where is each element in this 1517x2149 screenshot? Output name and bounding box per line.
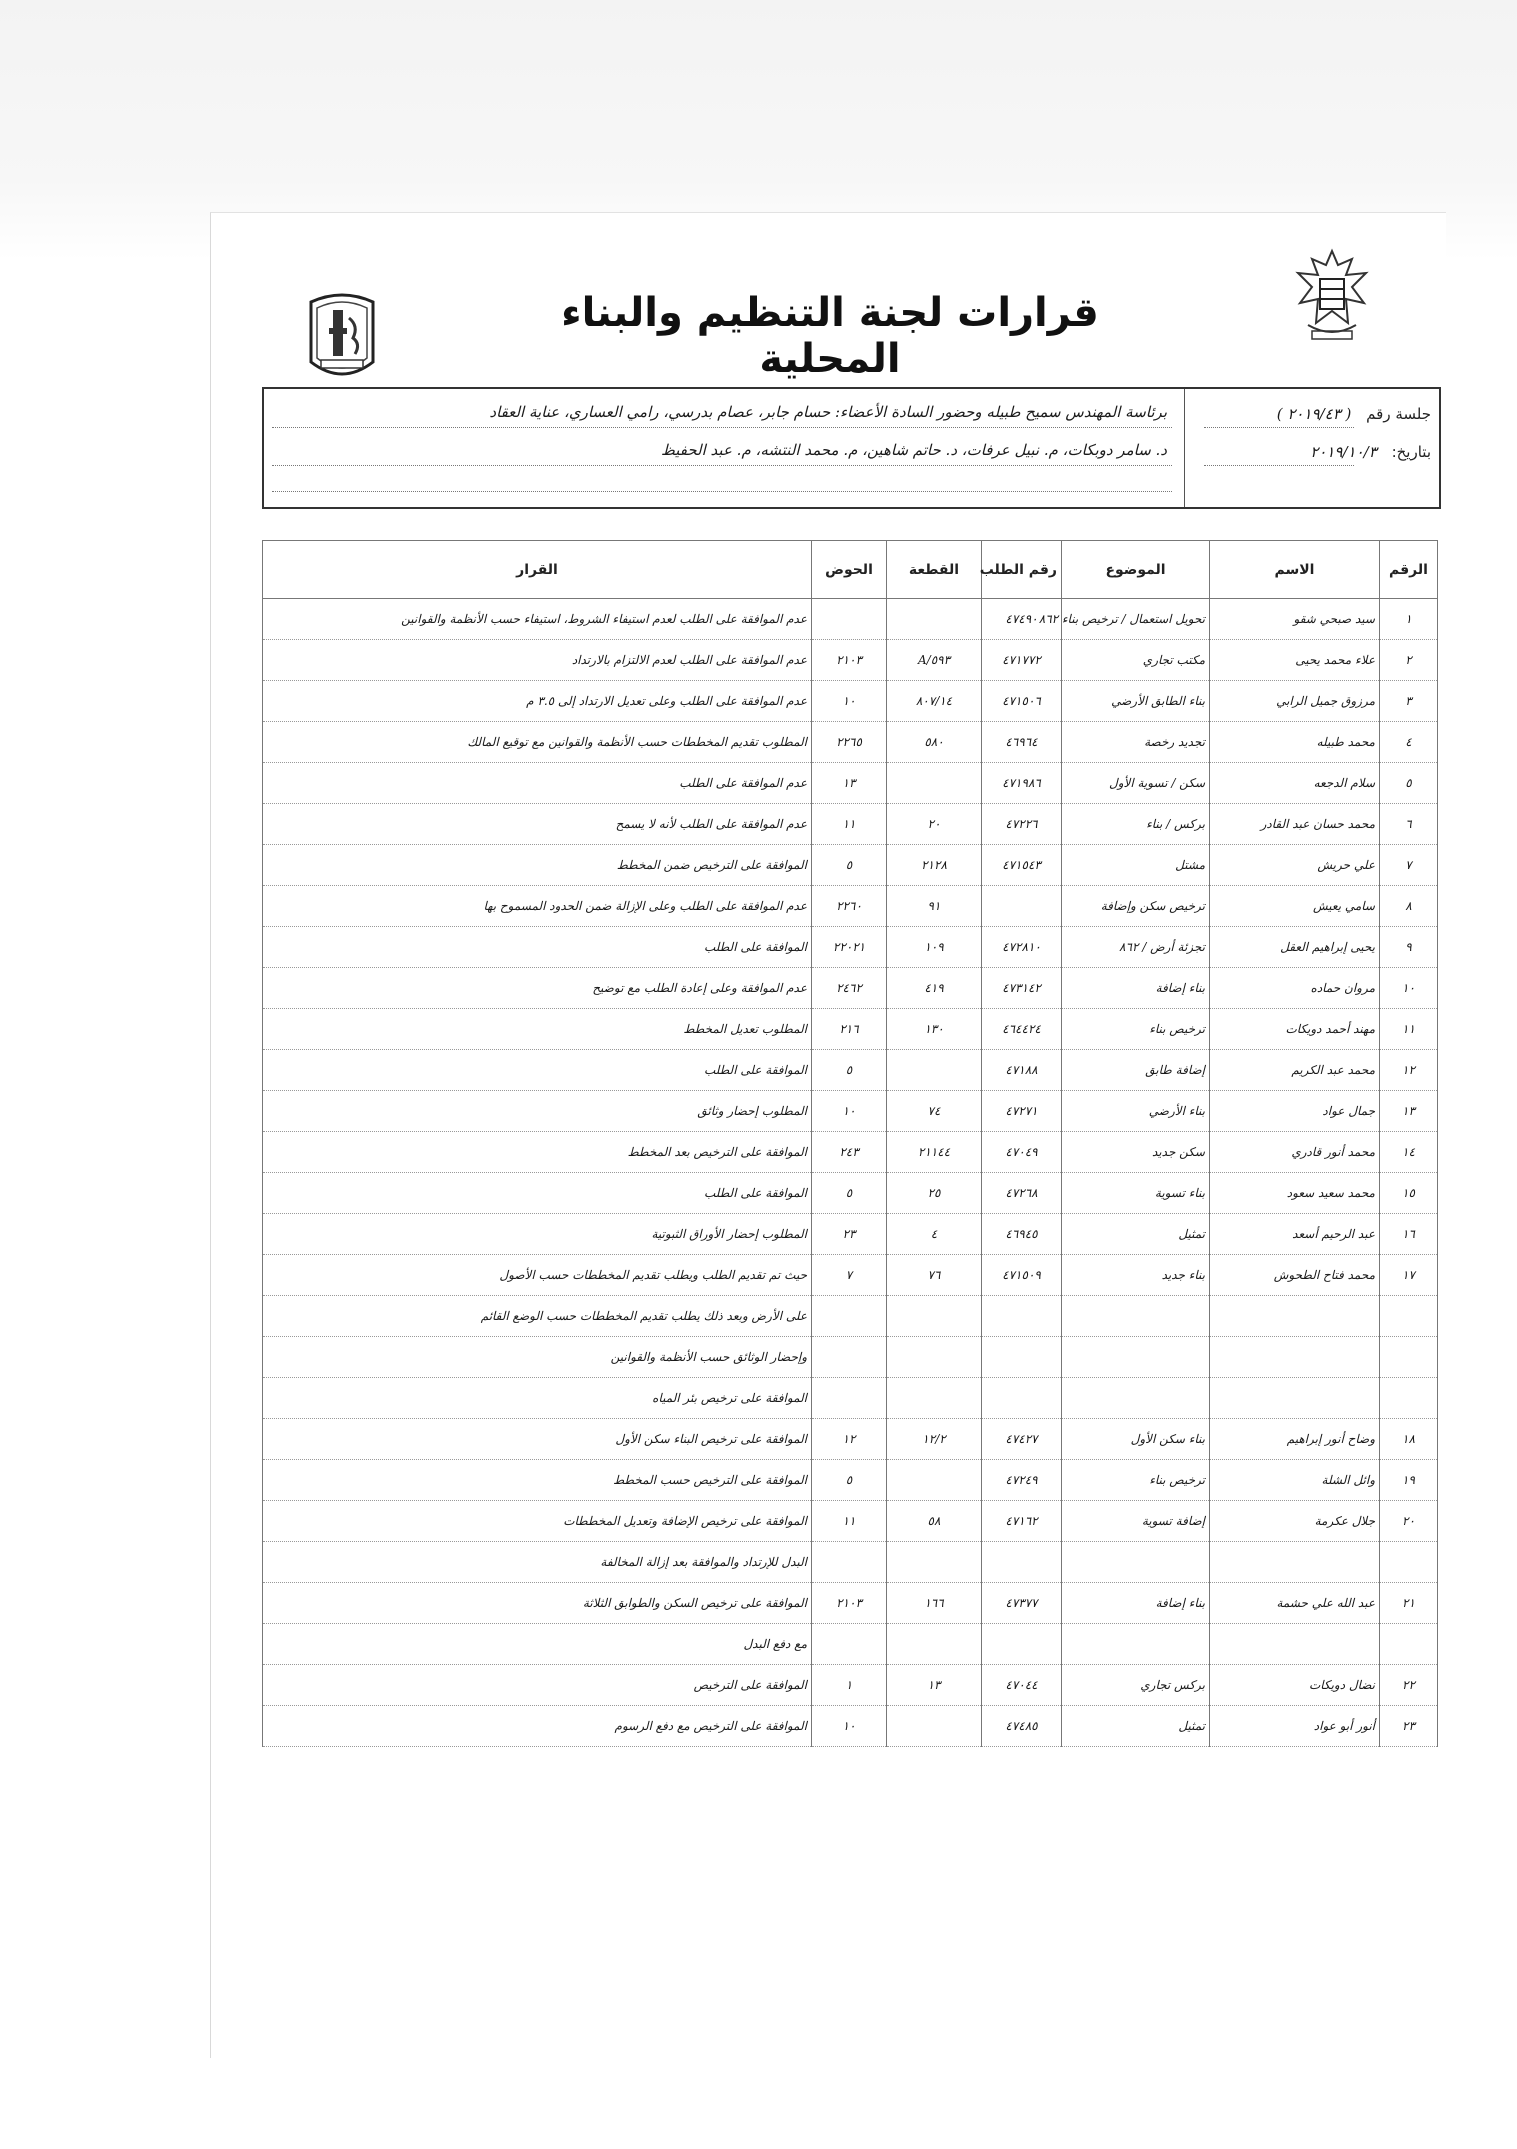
applicant-name: مرزوق جميل الرابي (1210, 681, 1380, 722)
applicant-name: محمد طبيله (1210, 722, 1380, 763)
applicant-name: مهند أحمد دويكات (1210, 1009, 1380, 1050)
basin-number: ٢٣ (812, 1214, 887, 1255)
table-row (263, 927, 1438, 968)
table-row (263, 1255, 1438, 1296)
row-number: ٦ (1380, 804, 1438, 845)
municipality-seal-icon (305, 288, 379, 386)
applicant-name: محمد عبد الكريم (1210, 1050, 1380, 1091)
basin-number: ١١ (812, 1501, 887, 1542)
plot-number: ١٦٦ (887, 1583, 982, 1624)
applicant-name: وضاح أنور إبراهيم (1210, 1419, 1380, 1460)
table-row (263, 1419, 1438, 1460)
table-row (263, 1706, 1438, 1747)
applicant-name: محمد سعيد سعود (1210, 1173, 1380, 1214)
request-subject: ترخيص بناء (1062, 1009, 1210, 1050)
row-number: ٣ (1380, 681, 1438, 722)
table-row (263, 1173, 1438, 1214)
column-header-plot: القطعة (887, 541, 982, 599)
request-number (982, 1296, 1062, 1337)
plot-number: ١٠٩ (887, 927, 982, 968)
plot-number (887, 1296, 982, 1337)
decision-text: الموافقة على الطلب (263, 927, 812, 968)
plot-number: ١٣ (887, 1665, 982, 1706)
row-number: ١١ (1380, 1009, 1438, 1050)
decision-text: عدم الموافقة على الطلب لعدم الالتزام بالارتداد (263, 640, 812, 681)
request-subject (1062, 1296, 1210, 1337)
palestine-emblem-icon (1290, 245, 1374, 349)
date-label: بتاريخ: (1391, 443, 1431, 461)
applicant-name: يحيى إبراهيم العقل (1210, 927, 1380, 968)
row-number (1380, 1337, 1438, 1378)
column-header-name: الاسم (1210, 541, 1380, 599)
request-number: ٤٧٠٤٩ (982, 1132, 1062, 1173)
applicant-name: أنور أبو عواد (1210, 1706, 1380, 1747)
applicant-name (1210, 1296, 1380, 1337)
decision-text: عدم الموافقة على الطلب وعلى الإزالة ضمن الحدود المسموح بها (263, 886, 812, 927)
row-number: ٢١ (1380, 1583, 1438, 1624)
basin-number: ٥ (812, 845, 887, 886)
request-subject: بناء الطابق الأرضي (1062, 681, 1210, 722)
basin-number (812, 1378, 887, 1419)
decision-text: عدم الموافقة على الطلب وعلى تعديل الارتداد إلى ٣.٥ م (263, 681, 812, 722)
row-number: ١ (1380, 599, 1438, 640)
applicant-name: علي حريش (1210, 845, 1380, 886)
plot-number: ٨٠٧/١٤ (887, 681, 982, 722)
request-subject: بناء جديد (1062, 1255, 1210, 1296)
plot-number: ٤١٩ (887, 968, 982, 1009)
table-body (263, 599, 1438, 1747)
plot-number: ٧٤ (887, 1091, 982, 1132)
header-divider (1184, 389, 1185, 507)
decision-text: الموافقة على الترخيص مع دفع الرسوم (263, 1706, 812, 1747)
applicant-name: عبد الرحيم أسعد (1210, 1214, 1380, 1255)
request-subject: بناء إضافة (1062, 1583, 1210, 1624)
request-subject: بناء تسوية (1062, 1173, 1210, 1214)
request-subject: تمثيل (1062, 1214, 1210, 1255)
decision-text: عدم الموافقة على الطلب لعدم استيفاء الشروط، استيفاء حسب الأنظمة والقوانين (263, 599, 812, 640)
decision-text: المطلوب تقديم المخططات حسب الأنظمة والقوانين مع توقيع المالك (263, 722, 812, 763)
table-row (263, 640, 1438, 681)
row-number: ١٢ (1380, 1050, 1438, 1091)
decision-text: عدم الموافقة على الطلب لأنه لا يسمح (263, 804, 812, 845)
decision-text: عدم الموافقة وعلى إعادة الطلب مع توضيح (263, 968, 812, 1009)
plot-number (887, 1706, 982, 1747)
session-value: ( ٢٠١٩/٤٣ ) (1276, 405, 1352, 423)
plot-number: ٥٨ (887, 1501, 982, 1542)
basin-number: ٧ (812, 1255, 887, 1296)
column-header-decision: القرار (263, 541, 812, 599)
column-header-no: الرقم (1380, 541, 1438, 599)
decision-text: عدم الموافقة على الطلب (263, 763, 812, 804)
basin-number: ١٠ (812, 681, 887, 722)
row-number (1380, 1378, 1438, 1419)
decisions-table (262, 540, 1438, 1747)
decision-text: الموافقة على الترخيص ضمن المخطط (263, 845, 812, 886)
dotted-rule (1204, 465, 1354, 466)
basin-number: ٥ (812, 1173, 887, 1214)
request-number: ٤٧٤٢٧ (982, 1419, 1062, 1460)
applicant-name: نضال دويكات (1210, 1665, 1380, 1706)
row-number: ٢٢ (1380, 1665, 1438, 1706)
request-number (982, 1337, 1062, 1378)
decision-text: وإحضار الوثائق حسب الأنظمة والقوانين (263, 1337, 812, 1378)
request-number: ٤٧٣١٤٢ (982, 968, 1062, 1009)
decision-text: المطلوب تعديل المخطط (263, 1009, 812, 1050)
table-row (263, 1296, 1438, 1337)
row-number: ٥ (1380, 763, 1438, 804)
basin-number: ٢٢٦٠ (812, 886, 887, 927)
applicant-name: سامي يعيش (1210, 886, 1380, 927)
basin-number (812, 1624, 887, 1665)
plot-number: ٤ (887, 1214, 982, 1255)
basin-number: ١١ (812, 804, 887, 845)
row-number: ١٩ (1380, 1460, 1438, 1501)
plot-number: ٥٨٠ (887, 722, 982, 763)
request-subject (1062, 1624, 1210, 1665)
request-subject (1062, 1337, 1210, 1378)
table-row (263, 845, 1438, 886)
basin-number: ١٠ (812, 1706, 887, 1747)
request-number: ٤٧٢٦٨ (982, 1173, 1062, 1214)
session-label: جلسة رقم (1366, 405, 1431, 423)
table-header-row (263, 541, 1438, 599)
table-row (263, 1460, 1438, 1501)
table-row (263, 722, 1438, 763)
request-number: ٤٧١٩٨٦ (982, 763, 1062, 804)
row-number (1380, 1296, 1438, 1337)
column-header-basin: الحوض (812, 541, 887, 599)
request-number: ٤٦٩٦٤ (982, 722, 1062, 763)
table-row (263, 1050, 1438, 1091)
request-number: ٤٦٤٤٢٤ (982, 1009, 1062, 1050)
request-number: ٤٧٠٤٤ (982, 1665, 1062, 1706)
applicant-name (1210, 1624, 1380, 1665)
row-number: ٧ (1380, 845, 1438, 886)
request-subject: بناء سكن الأول (1062, 1419, 1210, 1460)
basin-number: ٢١٠٣ (812, 1583, 887, 1624)
row-number: ٤ (1380, 722, 1438, 763)
attendees-line-1: برئاسة المهندس سميح طبيله وحضور السادة الأعضاء: حسام جابر، عصام بدرسي، رامي العساري، عناية العقاد (489, 403, 1167, 421)
decision-text: مع دفع البدل (263, 1624, 812, 1665)
applicant-name: سيد صبحي شقو (1210, 599, 1380, 640)
basin-number: ٢٢٠٢١ (812, 927, 887, 968)
table-row (263, 1337, 1438, 1378)
table-row (263, 968, 1438, 1009)
request-number: ٤٧١٧٧٢ (982, 640, 1062, 681)
applicant-name (1210, 1337, 1380, 1378)
row-number: ١٤ (1380, 1132, 1438, 1173)
basin-number (812, 599, 887, 640)
basin-number (812, 1542, 887, 1583)
column-header-subject: الموضوع (1062, 541, 1210, 599)
table-row (263, 886, 1438, 927)
plot-number (887, 1050, 982, 1091)
decision-text: المطلوب إحضار الأوراق الثبوتية (263, 1214, 812, 1255)
applicant-name: محمد حسان عبد القادر (1210, 804, 1380, 845)
row-number: ٩ (1380, 927, 1438, 968)
plot-number (887, 1337, 982, 1378)
request-number: ٤٧٢٧١ (982, 1091, 1062, 1132)
plot-number: ٢٠ (887, 804, 982, 845)
decision-text: الموافقة على الترخيص بعد المخطط (263, 1132, 812, 1173)
row-number: ١٥ (1380, 1173, 1438, 1214)
request-number (982, 1378, 1062, 1419)
basin-number (812, 1337, 887, 1378)
plot-number: ١٣٠ (887, 1009, 982, 1050)
decision-text: حيث تم تقديم الطلب ويطلب تقديم المخططات حسب الأصول (263, 1255, 812, 1296)
request-subject: تجزئة أرض / ٨٦٢ (1062, 927, 1210, 968)
row-number: ٨ (1380, 886, 1438, 927)
decision-text: الموافقة على الطلب (263, 1050, 812, 1091)
request-number: ٤٧٢٤٩ (982, 1460, 1062, 1501)
plot-number (887, 599, 982, 640)
basin-number: ٥ (812, 1050, 887, 1091)
request-subject: ترخيص سكن وإضافة (1062, 886, 1210, 927)
request-number: ٤٧١٨٨ (982, 1050, 1062, 1091)
table-row (263, 1665, 1438, 1706)
plot-number (887, 1460, 982, 1501)
decision-text: الموافقة على ترخيص بئر المياه (263, 1378, 812, 1419)
row-number: ١٨ (1380, 1419, 1438, 1460)
request-number: ٤٦٩٤٥ (982, 1214, 1062, 1255)
request-number: ٤٧٣٧٧ (982, 1583, 1062, 1624)
request-number: ٤٧١٥٠٩ (982, 1255, 1062, 1296)
basin-number: ١ (812, 1665, 887, 1706)
applicant-name: وائل الشلة (1210, 1460, 1380, 1501)
basin-number: ١٣ (812, 763, 887, 804)
request-number: ٤٧١٥٤٣ (982, 845, 1062, 886)
dotted-rule (272, 465, 1172, 466)
request-number (982, 1542, 1062, 1583)
applicant-name: مروان حماده (1210, 968, 1380, 1009)
request-subject (1062, 1378, 1210, 1419)
request-subject: مشتل (1062, 845, 1210, 886)
request-subject: تجديد رخصة (1062, 722, 1210, 763)
request-subject: ترخيص بناء (1062, 1460, 1210, 1501)
table-row (263, 1583, 1438, 1624)
basin-number: ١٠ (812, 1091, 887, 1132)
row-number (1380, 1624, 1438, 1665)
session-number-field (1191, 405, 1431, 423)
request-subject: سكن / تسوية الأول (1062, 763, 1210, 804)
request-number: ٤٧٢٢٦ (982, 804, 1062, 845)
decision-text: المطلوب إحضار وثائق (263, 1091, 812, 1132)
request-subject: بناء الأرضي (1062, 1091, 1210, 1132)
plot-number (887, 1624, 982, 1665)
request-number: ٤٧٤٨٥ (982, 1706, 1062, 1747)
row-number: ١٣ (1380, 1091, 1438, 1132)
decision-text: الموافقة على ترخيص البناء سكن الأول (263, 1419, 812, 1460)
table-row (263, 1132, 1438, 1173)
applicant-name: محمد فتاح الطحوش (1210, 1255, 1380, 1296)
decision-text: على الأرض وبعد ذلك يطلب تقديم المخططات حسب الوضع القائم (263, 1296, 812, 1337)
request-subject (1062, 1542, 1210, 1583)
basin-number: ٢٢٦٥ (812, 722, 887, 763)
basin-number: ١٢ (812, 1419, 887, 1460)
table-row (263, 1542, 1438, 1583)
table-row (263, 1501, 1438, 1542)
row-number: ١٠ (1380, 968, 1438, 1009)
request-subject: سكن جديد (1062, 1132, 1210, 1173)
basin-number: ٢١٦ (812, 1009, 887, 1050)
applicant-name: سلام الدجعه (1210, 763, 1380, 804)
plot-number (887, 1378, 982, 1419)
applicant-name: عبد الله علي حشمة (1210, 1583, 1380, 1624)
decision-text: الموافقة على ترخيص الإضافة وتعديل المخططات (263, 1501, 812, 1542)
basin-number: ٢١٠٣ (812, 640, 887, 681)
plot-number: ٥٩٣/A (887, 640, 982, 681)
request-subject: بناء إضافة (1062, 968, 1210, 1009)
table-row (263, 599, 1438, 640)
decision-text: الموافقة على الطلب (263, 1173, 812, 1214)
request-number: ٤٧١٥٠٦ (982, 681, 1062, 722)
applicant-name: علاء محمد يحيى (1210, 640, 1380, 681)
basin-number (812, 1296, 887, 1337)
basin-number: ٢٤٣ (812, 1132, 887, 1173)
request-subject: إضافة تسوية (1062, 1501, 1210, 1542)
plot-number: ٩١ (887, 886, 982, 927)
table-row (263, 763, 1438, 804)
decision-text: الموافقة على الترخيص (263, 1665, 812, 1706)
request-number: ٤٧١٦٢ (982, 1501, 1062, 1542)
request-subject: بركس / بناء (1062, 804, 1210, 845)
session-info-box (262, 387, 1441, 509)
row-number: ١٦ (1380, 1214, 1438, 1255)
request-number: ٤٧٤٩٠ (982, 599, 1062, 640)
request-number (982, 1624, 1062, 1665)
decision-text: الموافقة على ترخيص السكن والطوابق الثلاثة (263, 1583, 812, 1624)
table-row (263, 681, 1438, 722)
applicant-name (1210, 1542, 1380, 1583)
request-subject: تحويل استعمال / ترخيص بناء ٨٦٢ (1062, 599, 1210, 640)
column-header-request-no: رقم الطلب (982, 541, 1062, 599)
plot-number: ٢٥ (887, 1173, 982, 1214)
applicant-name: جمال عواد (1210, 1091, 1380, 1132)
request-subject: تمثيل (1062, 1706, 1210, 1747)
applicant-name (1210, 1378, 1380, 1419)
request-subject: إضافة طابق (1062, 1050, 1210, 1091)
plot-number: ٢١٢٨ (887, 845, 982, 886)
plot-number (887, 1542, 982, 1583)
request-number: ٤٧٢٨١٠ (982, 927, 1062, 968)
table-row (263, 1214, 1438, 1255)
decision-text: البدل للإرتداد والموافقة بعد إزالة المخالفة (263, 1542, 812, 1583)
table-row (263, 1091, 1438, 1132)
table-row (263, 1624, 1438, 1665)
row-number: ٢٣ (1380, 1706, 1438, 1747)
applicant-name: محمد أنور قادري (1210, 1132, 1380, 1173)
request-number (982, 886, 1062, 927)
plot-number (887, 763, 982, 804)
page-title: قرارات لجنة التنظيم والبناء المحلية (561, 290, 1099, 382)
basin-number: ٥ (812, 1460, 887, 1501)
request-subject: مكتب تجاري (1062, 640, 1210, 681)
table-row (263, 1378, 1438, 1419)
row-number: ١٧ (1380, 1255, 1438, 1296)
request-subject: بركس تجاري (1062, 1665, 1210, 1706)
session-date-field (1191, 443, 1431, 461)
plot-number: ٢١١٤٤ (887, 1132, 982, 1173)
dotted-rule (272, 491, 1172, 492)
decision-text: الموافقة على الترخيص حسب المخطط (263, 1460, 812, 1501)
table-row (263, 1009, 1438, 1050)
date-value: ٢٠١٩/١٠/٣ (1310, 443, 1377, 461)
row-number: ٢ (1380, 640, 1438, 681)
dotted-rule (272, 427, 1172, 428)
table-row (263, 804, 1438, 845)
plot-number: ١٢/٢ (887, 1419, 982, 1460)
plot-number: ٧٦ (887, 1255, 982, 1296)
row-number (1380, 1542, 1438, 1583)
attendees-line-2: د. سامر دوبكات، م. نبيل عرفات، د. حاتم شاهين، م. محمد النتشه، م. عبد الحفيظ (661, 441, 1167, 459)
row-number: ٢٠ (1380, 1501, 1438, 1542)
applicant-name: جلال عكرمة (1210, 1501, 1380, 1542)
basin-number: ٢٤٦٢ (812, 968, 887, 1009)
dotted-rule (1204, 427, 1354, 428)
